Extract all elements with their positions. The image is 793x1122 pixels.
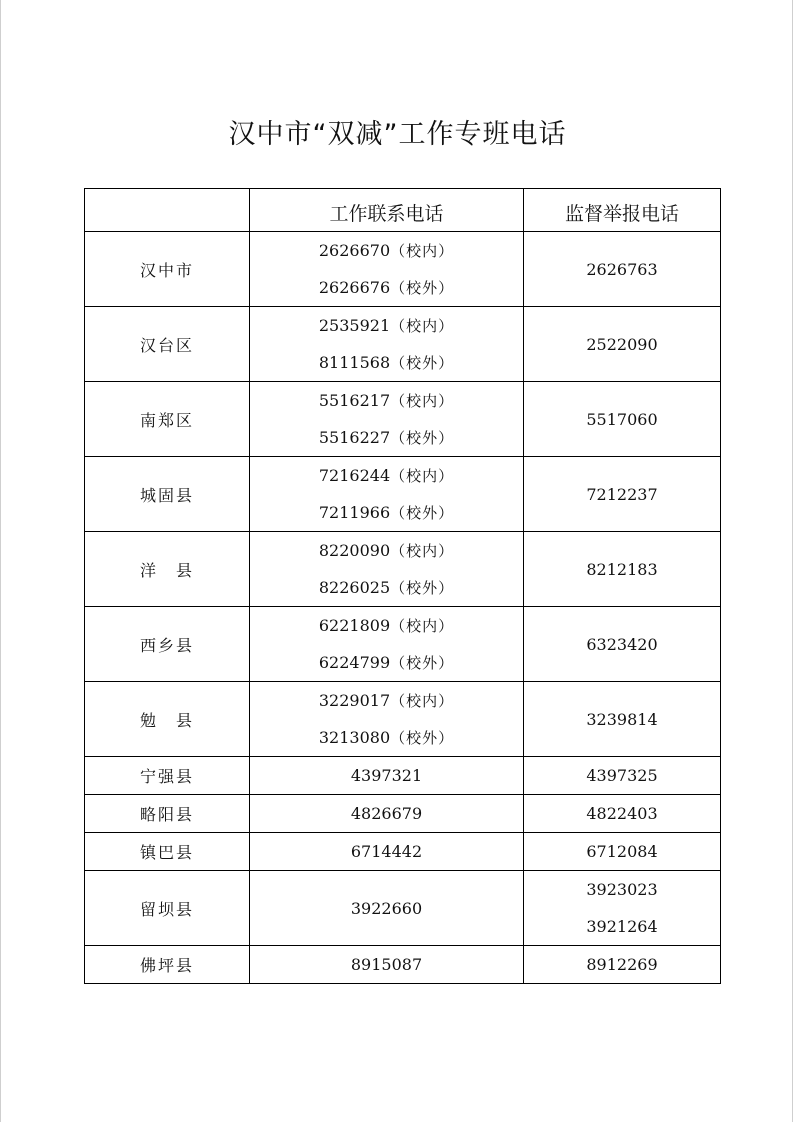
work-phone-line xyxy=(250,457,523,494)
scope-tag: （校内） xyxy=(390,242,455,260)
region-name: 佛坪县 xyxy=(85,946,250,984)
report-phone-number: 3923023 xyxy=(586,880,658,899)
report-phone-number: 2626763 xyxy=(586,259,658,279)
report-phone-number: 3239814 xyxy=(586,709,658,729)
work-phone-number: 7216244 xyxy=(318,466,391,485)
work-phone-cell xyxy=(250,607,524,682)
region-name: 西乡县 xyxy=(85,607,250,682)
work-phone-cell xyxy=(250,833,524,871)
work-phone-number: 8111568 xyxy=(318,353,391,372)
table-row xyxy=(85,833,721,871)
work-phone-cell xyxy=(250,232,524,307)
region-name: 南郑区 xyxy=(85,382,250,457)
work-phone-line xyxy=(250,382,523,419)
work-phone-line xyxy=(250,644,523,681)
table-row xyxy=(85,532,721,607)
report-phone-cell xyxy=(524,232,721,307)
report-phone-number: 5517060 xyxy=(586,409,658,429)
scope-tag: （校内） xyxy=(390,467,455,485)
work-phone-cell xyxy=(250,457,524,532)
work-phone-line xyxy=(250,307,523,344)
report-phone-cell xyxy=(524,682,721,757)
work-phone-number: 5516227 xyxy=(318,428,391,447)
report-phone-cell xyxy=(524,871,721,946)
page-title: 汉中市“双减”工作专班电话 xyxy=(228,119,567,150)
work-phone-number: 7211966 xyxy=(318,503,391,522)
work-phone-line xyxy=(250,890,523,927)
region-name: 城固县 xyxy=(85,457,250,532)
work-phone-line xyxy=(250,569,523,606)
work-phone-cell xyxy=(250,382,524,457)
work-phone-cell xyxy=(250,946,524,984)
table-row xyxy=(85,871,721,946)
region-name: 宁强县 xyxy=(85,757,250,795)
work-phone-line xyxy=(250,757,523,794)
report-phone-cell xyxy=(524,833,721,871)
work-phone-line xyxy=(250,532,523,569)
work-phone-number: 8220090 xyxy=(318,541,391,560)
report-phone-number: 3921264 xyxy=(586,917,658,936)
table-row xyxy=(85,682,721,757)
work-phone-number: 3213080 xyxy=(318,728,391,747)
report-phone-cell xyxy=(524,795,721,833)
work-phone-line xyxy=(250,795,523,832)
work-phone-line xyxy=(250,682,523,719)
header-report-phone: 监督举报电话 xyxy=(524,189,721,232)
work-phone-line xyxy=(250,833,523,870)
work-phone-number: 8915087 xyxy=(350,955,423,974)
work-phone-cell xyxy=(250,757,524,795)
work-phone-cell xyxy=(250,871,524,946)
report-phone-number: 4397325 xyxy=(586,766,658,785)
work-phone-cell xyxy=(250,532,524,607)
scope-tag: （校外） xyxy=(390,354,455,372)
scope-tag: （校内） xyxy=(390,392,455,410)
scope-tag: （校外） xyxy=(390,429,455,447)
work-phone-number: 4826679 xyxy=(350,804,423,823)
scope-tag: （校内） xyxy=(390,542,455,560)
report-phone-cell xyxy=(524,946,721,984)
region-name: 镇巴县 xyxy=(85,833,250,871)
report-phone-cell xyxy=(524,382,721,457)
work-phone-cell xyxy=(250,307,524,382)
scope-tag: （校外） xyxy=(390,579,455,597)
table-row xyxy=(85,946,721,984)
work-phone-number: 6221809 xyxy=(318,616,391,635)
report-phone-cell xyxy=(524,757,721,795)
report-phone-number: 6712084 xyxy=(586,842,658,861)
report-phone-cell xyxy=(524,532,721,607)
table-row xyxy=(85,795,721,833)
region-name: 汉台区 xyxy=(85,307,250,382)
table-row xyxy=(85,457,721,532)
contact-table xyxy=(84,188,721,984)
work-phone-cell xyxy=(250,795,524,833)
report-phone-number: 8912269 xyxy=(586,955,658,974)
scope-tag: （校外） xyxy=(390,729,455,747)
scope-tag: （校内） xyxy=(390,692,455,710)
work-phone-number: 3229017 xyxy=(318,691,391,710)
work-phone-number: 4397321 xyxy=(350,766,423,785)
report-phone-number: 6323420 xyxy=(586,634,658,654)
report-phone-cell xyxy=(524,307,721,382)
work-phone-number: 2535921 xyxy=(318,316,391,335)
work-phone-number: 6714442 xyxy=(350,842,423,861)
work-phone-line xyxy=(250,607,523,644)
scope-tag: （校内） xyxy=(390,617,455,635)
region-name: 略阳县 xyxy=(85,795,250,833)
report-phone-number: 4822403 xyxy=(586,804,658,823)
table-row xyxy=(85,607,721,682)
report-phone-number: 8212183 xyxy=(586,559,658,579)
report-phone-cell xyxy=(524,607,721,682)
table-row xyxy=(85,382,721,457)
region-name: 洋 县 xyxy=(85,532,250,607)
work-phone-line xyxy=(250,719,523,756)
work-phone-line xyxy=(250,269,523,306)
work-phone-number: 3922660 xyxy=(350,898,423,918)
work-phone-number: 8226025 xyxy=(318,578,391,597)
region-name: 汉中市 xyxy=(85,232,250,307)
table-row xyxy=(85,232,721,307)
report-phone-cell xyxy=(524,457,721,532)
work-phone-number: 2626670 xyxy=(318,241,391,260)
work-phone-number: 6224799 xyxy=(318,653,391,672)
work-phone-cell xyxy=(250,682,524,757)
work-phone-line xyxy=(250,232,523,269)
table-row xyxy=(85,757,721,795)
report-phone-number: 2522090 xyxy=(586,334,658,354)
work-phone-line xyxy=(250,419,523,456)
work-phone-number: 5516217 xyxy=(318,391,391,410)
table-header-row xyxy=(85,189,721,232)
scope-tag: （校外） xyxy=(390,654,455,672)
scope-tag: （校内） xyxy=(390,317,455,335)
header-region xyxy=(85,189,250,232)
table-row xyxy=(85,307,721,382)
work-phone-line xyxy=(250,946,523,983)
region-name: 留坝县 xyxy=(85,871,250,946)
report-phone-number: 7212237 xyxy=(586,484,658,504)
region-name: 勉 县 xyxy=(85,682,250,757)
work-phone-number: 2626676 xyxy=(318,278,391,297)
work-phone-line xyxy=(250,344,523,381)
scope-tag: （校外） xyxy=(390,504,455,522)
header-work-phone: 工作联系电话 xyxy=(250,189,524,232)
work-phone-line xyxy=(250,494,523,531)
scope-tag: （校外） xyxy=(390,279,455,297)
